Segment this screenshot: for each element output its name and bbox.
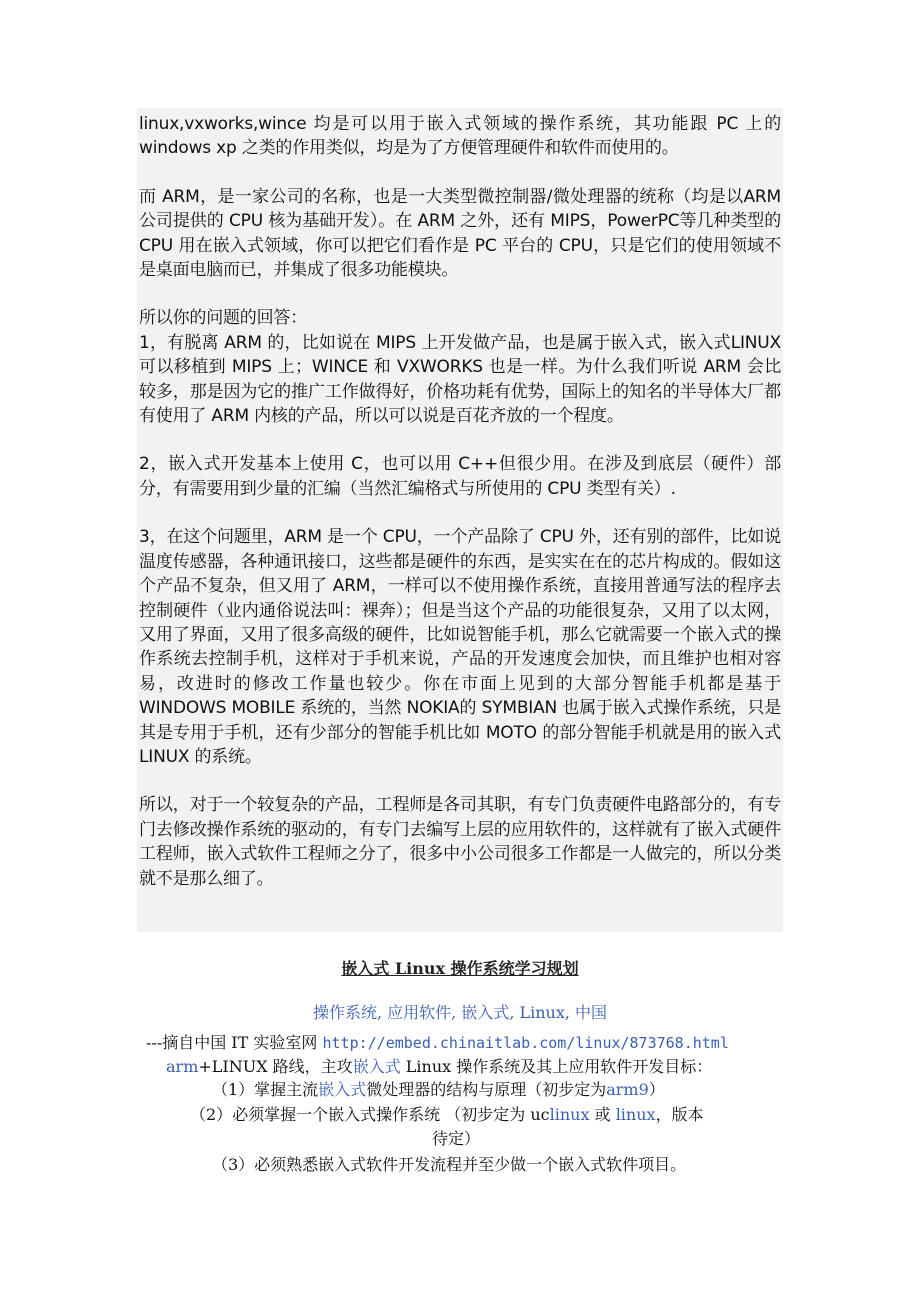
plan-item-1-text: （1）掌握主流 — [212, 1080, 319, 1099]
tag-link[interactable]: 应用软件 — [387, 1003, 452, 1022]
plan-title: 嵌入式 Linux 操作系统学习规划 — [341, 959, 579, 978]
paragraph-answer-3: 3，在这个问题里，ARM 是一个 CPU，一个产品除了 CPU 外，还有别的部件，比如说温度传感器，各种通讯接口，这些都是硬件的东西，是实实在在的芯片构成的。假如这个产品不复杂，但又用了 ARM，一样可以不使用操作系统，直接用普通写法的程序去控制硬件（业内通俗说法叫：裸奔）；但是当这个产品的功能很复杂，又用了以太网，又用了界面，又用了很多高级的硬件，比如说智能手机，那么它就需要一个嵌入式的操作系统去控制手机，这样对于手机来说，产品的开发速度会加快，而且维护也相对容易，改进时的修改工作量也较少。你在市面上见到的大部分智能手机都是基于 WINDOWS MOBILE 系统的，当然 NOKIA的 SYMBIAN 也属于嵌入式操作系统，只是其是专用于手机，还有少部分的智能手机比如 MOTO 的部分智能手机就是用的嵌入式 LINUX 的系统。 — [139, 527, 781, 767]
paragraph-arm-overview: 而 ARM，是一家公司的名称，也是一大类型微控制器/微处理器的统称（均是以ARM 公司提供的 CPU 核为基础开发）。在 ARM 之外，还有 MIPS，PowerPC等几种类型的 CPU 用在嵌入式领域，你可以把它们看作是 PC 平台的 CPU，只是它们的使用领域不是桌面电脑而已，并集成了很多功能模块。 — [139, 186, 781, 281]
tag-separator: , — [451, 1003, 462, 1022]
plan-item-1-text-end: ） — [648, 1080, 665, 1099]
source-line — [146, 1030, 729, 1053]
plan-item-2-text-mid: 或 — [589, 1105, 616, 1124]
tag-link[interactable]: 中国 — [575, 1003, 608, 1022]
route-text-tail: Linux 操作系统及其上应用软件开发目标： — [400, 1057, 713, 1076]
plan-item-1-embedded-link[interactable]: 嵌入式 — [318, 1080, 367, 1099]
paragraph-answer-1: 1，有脱离 ARM 的，比如说在 MIPS 上开发做产品，也是属于嵌入式，嵌入式LINUX 可以移植到 MIPS 上；WINCE 和 VXWORKS 也是一样。为什么我们听说 ARM 会比较多，那是因为它的推广工作做得好，价格功耗有优势，国际上的知名的半导体大厂都有使用了 ARM 内核的产品，所以可以说是百花齐放的一个程度。 — [139, 332, 781, 427]
paragraph-os-overview: linux,vxworks,wince 均是可以用于嵌入式领域的操作系统，其功能跟 PC 上的windows xp 之类的作用类似，均是为了方便管理硬件和软件而使用的。 — [139, 114, 781, 159]
paragraph-answer-2: 2，嵌入式开发基本上使用 C，也可以用 C++但很少用。在涉及到底层（硬件）部分，有需要用到少量的汇编（当然汇编格式与所使用的 CPU 类型有关）. — [139, 454, 781, 499]
source-url-link[interactable]: http://embed.chinaitlab.com/linux/873768.html — [322, 1034, 729, 1052]
plan-item-1-arm9-link[interactable]: arm9 — [606, 1080, 649, 1099]
answer-quote-box — [137, 108, 783, 932]
paragraph-conclusion: 所以，对于一个较复杂的产品，工程师是各司其职，有专门负责硬件电路部分的，有专门去修改操作系统的驱动的，有专门去编写上层的应用软件的，这样就有了嵌入式硬件工程师，嵌入式软件工程师之分了，很多中小公司很多工作都是一人做完的，所以分类就不是那么细了。 — [139, 795, 781, 889]
tag-separator: , — [376, 1003, 388, 1022]
plan-item-2-continued: 待定） — [432, 1129, 481, 1148]
plan-item-2-text: （2）必须掌握一个嵌入式操作系统 （初步定为 uc — [190, 1105, 550, 1124]
route-embedded-link[interactable]: 嵌入式 — [352, 1057, 401, 1076]
tag-list — [0, 1000, 920, 1023]
plan-item-2 — [190, 1102, 704, 1125]
tag-link[interactable]: 嵌入式 — [461, 1003, 510, 1022]
tag-link[interactable]: Linux — [519, 1003, 565, 1022]
tag-separator: , — [564, 1003, 576, 1022]
tag-separator: , — [509, 1003, 520, 1022]
plan-item-1 — [212, 1077, 665, 1100]
plan-item-2-uclinux-link[interactable]: linux — [549, 1105, 590, 1124]
source-prefix: ---摘自中国 IT 实验室网 — [146, 1033, 323, 1052]
tag-link[interactable]: 操作系统 — [312, 1003, 377, 1022]
paragraph-answer-intro: 所以你的问题的回答： — [139, 308, 307, 329]
route-text: +LINUX 路线，主攻 — [198, 1057, 353, 1076]
plan-item-3: （3）必须熟悉嵌入式软件开发流程并至少做一个嵌入式软件项目。 — [212, 1155, 687, 1174]
route-line — [166, 1054, 712, 1077]
plan-item-2-linux-link[interactable]: linux — [615, 1105, 656, 1124]
plan-item-1-text-mid: 微处理器的结构与原理（初步定为 — [366, 1080, 607, 1099]
route-arm-link[interactable]: arm — [166, 1057, 199, 1076]
plan-item-2-text-end: ，版本 — [655, 1105, 704, 1124]
